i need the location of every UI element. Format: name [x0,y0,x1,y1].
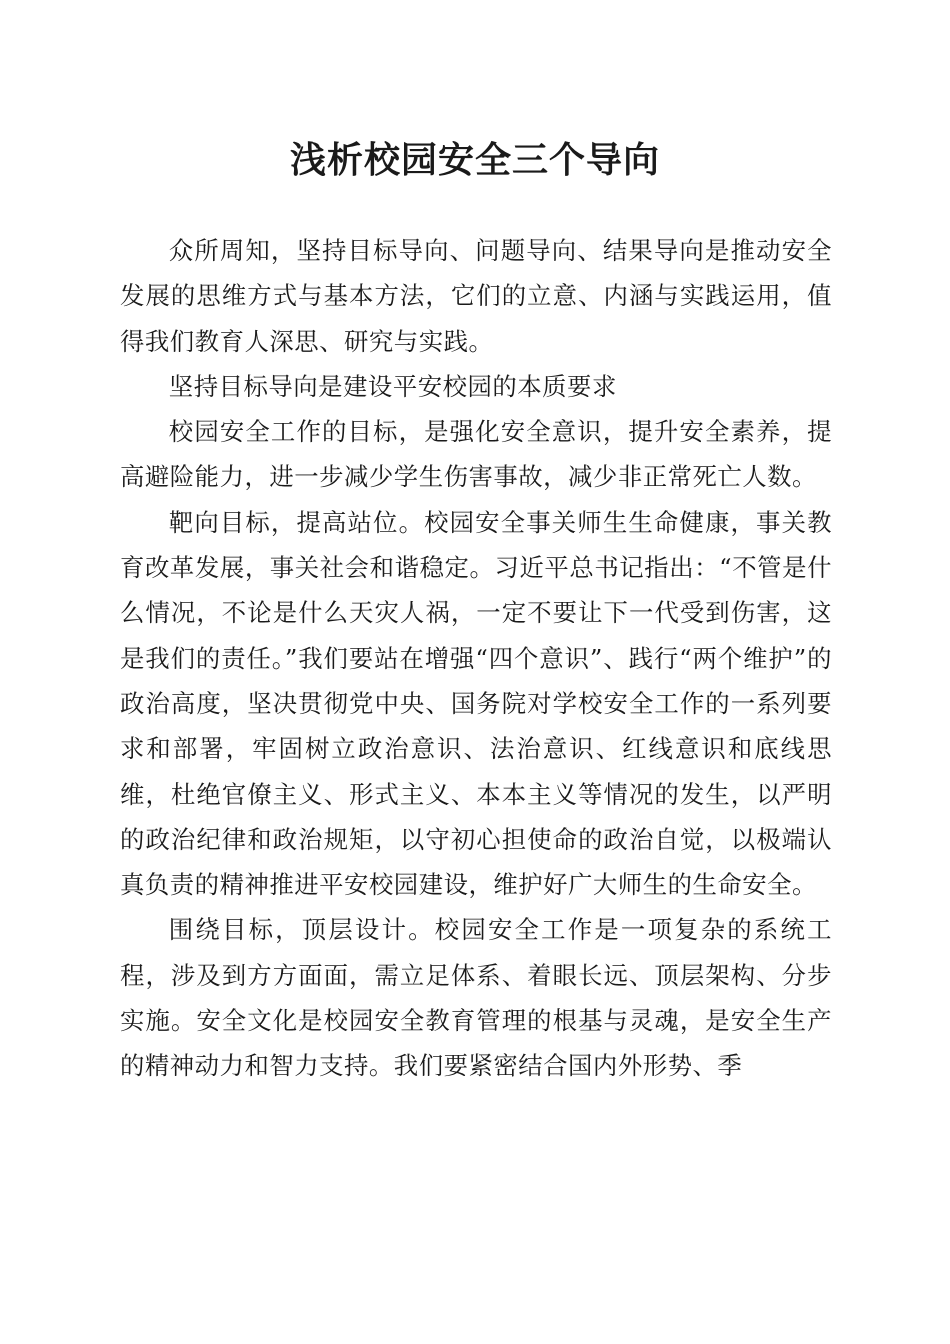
paragraph-goal: 校园安全工作的目标，是强化安全意识，提升安全素养，提高避险能力，进一步减少学生伤害事故，减少非正常死亡人数。 [120,417,832,492]
document-body [120,228,832,1089]
paragraph-target-standpoint: 靶向目标，提高站位。校园安全事关师生生命健康，事关教育改革发展，事关社会和谐稳定。习近平总书记指出：“不管是什么情况，不论是什么天灾人祸，一定不要让下一代受到伤害，这是我们的责任。”我们要站在增强“四个意识”、践行“两个维护”的政治高度，坚决贯彻党中央、国务院对学校安全工作的一系列要求和部署，牢固树立政治意识、法治意识、红线意识和底线思维，杜绝官僚主义、形式主义、本本主义等情况的发生，以严明的政治纪律和政治规矩，以守初心担使命的政治自觉，以极端认真负责的精神推进平安校园建设，维护好广大师生的生命安全。 [120,507,832,900]
paragraph-intro: 众所周知，坚持目标导向、问题导向、结果导向是推动安全发展的思维方式与基本方法，它们的立意、内涵与实践运用，值得我们教育人深思、研究与实践。 [120,236,832,356]
section-heading: 坚持目标导向是建设平安校园的本质要求 [168,371,617,401]
paragraph-top-level-design: 围绕目标，顶层设计。校园安全工作是一项复杂的系统工程，涉及到方方面面，需立足体系、着眼长远、顶层架构、分步实施。安全文化是校园安全教育管理的根基与灵魂，是安全生产的精神动力和智力支持。我们要紧密结合国内外形势、季 [120,915,832,1081]
document-title: 浅析校园安全三个导向 [289,139,660,181]
